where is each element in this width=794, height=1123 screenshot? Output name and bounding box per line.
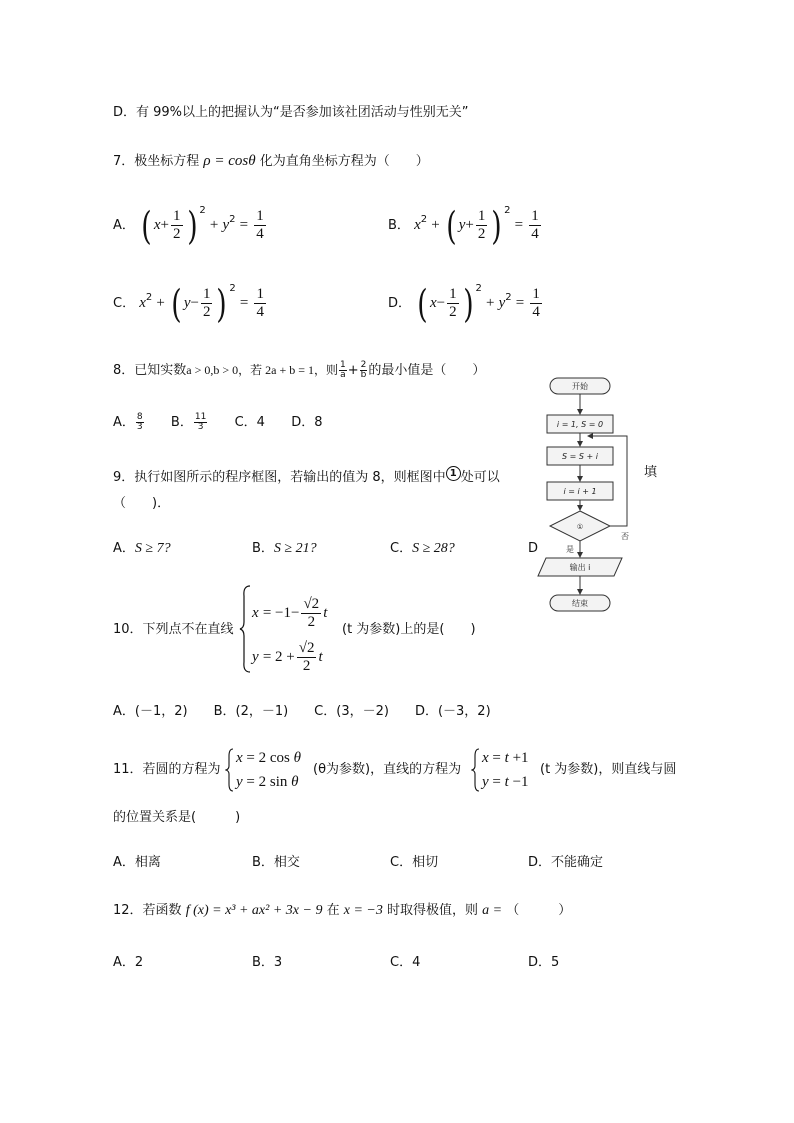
q11-option-d: D．不能确定 (528, 855, 604, 870)
q9-option-d: D (528, 541, 539, 556)
q11-line-x: x = t +1 (482, 750, 529, 766)
q11-line-brace (471, 748, 481, 792)
q12-stem: 12．若函数 f (x) = x³ + ax² + 3x − 9 在 x = −3 时取得极值，则 a = （ ） (113, 903, 572, 918)
q7-option-b: B． $x^2$ + ( y+ $\frac{1}{2}$ ) $^2$ = $\frac{1}{4}$ (388, 203, 539, 248)
q10-eq-x: x = −1− $\frac{√2}{2}$ t (252, 596, 328, 630)
q9-option-a: A．S ≥ 7? (113, 541, 171, 556)
q10-system-brace (238, 584, 252, 674)
q7-option-d: D． ( x− $\frac{1}{2}$ ) $^2 + y^2$ = $\frac{1}{4}$ (388, 281, 540, 326)
q12-option-a: A．2 (113, 955, 144, 970)
q11-circle-brace (225, 748, 235, 792)
q12-option-c: C．4 (390, 955, 421, 970)
flow-output-label: 输出 i (569, 563, 591, 572)
q9-stem: 9．执行如图所示的程序框图，若输出的值为 8，则框图中 1 处可以 (113, 468, 500, 485)
q9-option-c: C．S ≥ 28? (390, 541, 455, 556)
q11-suffix: (t 为参数)，则直线与圆 (540, 762, 677, 777)
q6-option-d: D．有 99%以上的把握认为“是否参加该社团活动与性别无关” (113, 105, 469, 120)
q7-option-a: A． ( x+ $\frac{1}{2}$ ) $^2 + y^2$ = $\frac{1}{4}$ (113, 203, 264, 248)
q11-line2: 的位置关系是( ) (113, 810, 241, 825)
flow-sum-label: S = S + i (562, 452, 598, 461)
flow-start-label: 开始 (572, 382, 588, 391)
q9-fill-word: 填 (644, 465, 658, 480)
program-flowchart (530, 372, 670, 617)
flow-yes-label: 是 (566, 545, 574, 554)
q9-paren: （ )． (113, 496, 171, 511)
q11-prefix: 11．若圆的方程为 (113, 762, 221, 777)
q10-prefix: 10．下列点不在直线 (113, 622, 234, 637)
q10-eq-y: y = 2 + $\frac{√2}{2}$ t (252, 640, 323, 674)
q11-option-c: C．相切 (390, 855, 439, 870)
q11-line-y: y = t −1 (482, 774, 529, 790)
q11-circle-y: y = 2 sin θ (236, 774, 299, 790)
q12-option-d: D．5 (528, 955, 560, 970)
flow-increment-label: i = i + 1 (563, 487, 597, 496)
q11-option-a: A．相离 (113, 855, 161, 870)
flow-end-label: 结束 (572, 599, 588, 608)
q11-option-b: B．相交 (252, 855, 300, 870)
q7-stem: 7．极坐标方程 ρ = cosθ 化为直角坐标方程为（ ） (113, 153, 429, 169)
flow-condition-label: ① (576, 523, 584, 531)
q7-option-c: C． $x^2$ + ( y− $\frac{1}{2}$ ) $^2$ = $\frac{1}{4}$ (113, 281, 264, 326)
q10-param: (t 为参数)上的是( ) (342, 622, 476, 637)
q11-mid: (θ为参数)，直线的方程为 (313, 762, 462, 777)
flow-no-label: 否 (621, 532, 629, 541)
q9-option-b: B．S ≥ 21? (252, 541, 317, 556)
flow-init-label: i = 1, S = 0 (556, 420, 604, 429)
q8-stem: 8．已知实数a > 0,b > 0，若 2a + b = 1，则 $\frac{1}{a}$ + $\frac{2}{b}$ 的最小值是（ ） (113, 360, 486, 380)
q11-circle-x: x = 2 cos θ (236, 750, 302, 766)
q12-option-b: B．3 (252, 955, 283, 970)
q10-options: A．(－1，2) B．(2，－1) C．(3，－2) D．(－3，2) (113, 704, 491, 719)
q8-options: A． $\frac{8}{3}$ B． $\frac{11}{3}$ C．4 D．8 (113, 412, 323, 432)
circled-one-marker: 1 (446, 466, 461, 481)
